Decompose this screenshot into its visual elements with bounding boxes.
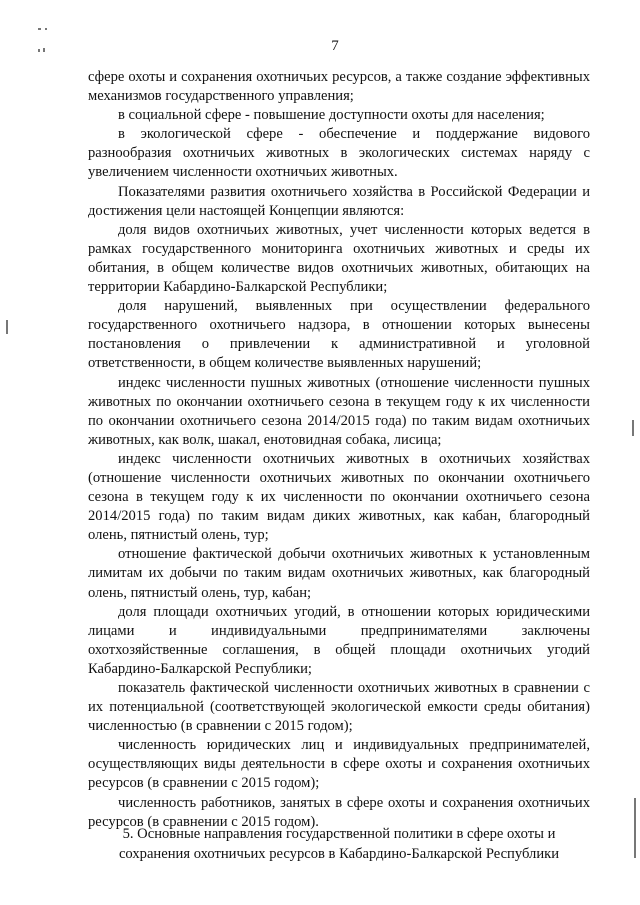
paragraph: сфере охоты и сохранения охотничьих ресурсов, а также создание эффективных механизмов государственного управления; [88, 69, 590, 105]
paragraph: индекс численности охотничьих животных в охотничьих хозяйствах (отношение численности охотничьих животных по окончании охотничьего сезона в текущем году к их численности по окончании охотничьего сезона 2014/2015 года) по таким видам диких животных, как кабан, благородный олень, пятнистый олень, тур; [88, 450, 590, 544]
paragraph: в экологической сфере - обеспечение и поддержание видового разнообразия охотничьих животных в экологических системах наряду с увеличением численности охотничьих животных. [88, 126, 590, 181]
paragraph: численность работников, занятых в сфере охоты и сохранения охотничьих ресурсов (в сравнении с 2015 годом). [88, 794, 590, 830]
page-number: 7 [331, 38, 339, 54]
paragraph: отношение фактической добычи охотничьих животных к установленным лимитам их добычи по таким видам охотничьих животных, как благородный олень, пятнистый олень, тур, кабан; [88, 546, 590, 601]
paragraph: доля площади охотничьих угодий, в отношении которых юридическими лицами и индивидуальными предпринимателями заключены охотхозяйственные соглашения, в общей площади охотничьих угодий Кабардино-Балкарской Республики; [88, 603, 590, 677]
section-heading-line: сохранения охотничьих ресурсов в Кабардино-Балкарской Республики [118, 845, 560, 862]
paragraph: индекс численности пушных животных (отношение численности пушных животных по окончании охотничьего сезона в текущем году к их численности по окончании охотничьего сезона 2014/2015 года) по таким видам охотничьих животных, как волк, шакал, енотовидная собака, лисица; [88, 374, 590, 448]
body-text [88, 68, 590, 832]
section-heading-line: 5. Основные направления государственной политики в сфере охоты и [122, 826, 556, 842]
paragraph: доля нарушений, выявленных при осуществлении федерального государственного охотничьего надзора, в отношении которых вынесены постановления о привлечении к административной и уголовной ответственности, в общем количестве выявленных нарушений; [88, 298, 590, 372]
paragraph: численность юридических лиц и индивидуальных предпринимателей, осуществляющих виды деятельности в сфере охоты и сохранения охотничьих ресурсов (в сравнении с 2015 годом); [88, 737, 590, 792]
paragraph: доля видов охотничьих животных, учет численности которых ведется в рамках государственного мониторинга охотничьих животных и среды их обитания, в общем количестве видов охотничьих животных, обитающих на территории Кабардино-Балкарской Республики; [88, 221, 590, 296]
section-heading [88, 825, 590, 864]
paragraph: показатель фактической численности охотничьих животных в сравнении с их потенциальной (соответствующей экологической емкости среды обитания) численностью (в сравнении с 2015 годом); [88, 680, 590, 735]
paragraph: Показателями развития охотничьего хозяйства в Российской Федерации и достижения цели настоящей Концепции являются: [88, 183, 590, 219]
paragraph: в социальной сфере - повышение доступности охоты для населения; [118, 107, 545, 124]
